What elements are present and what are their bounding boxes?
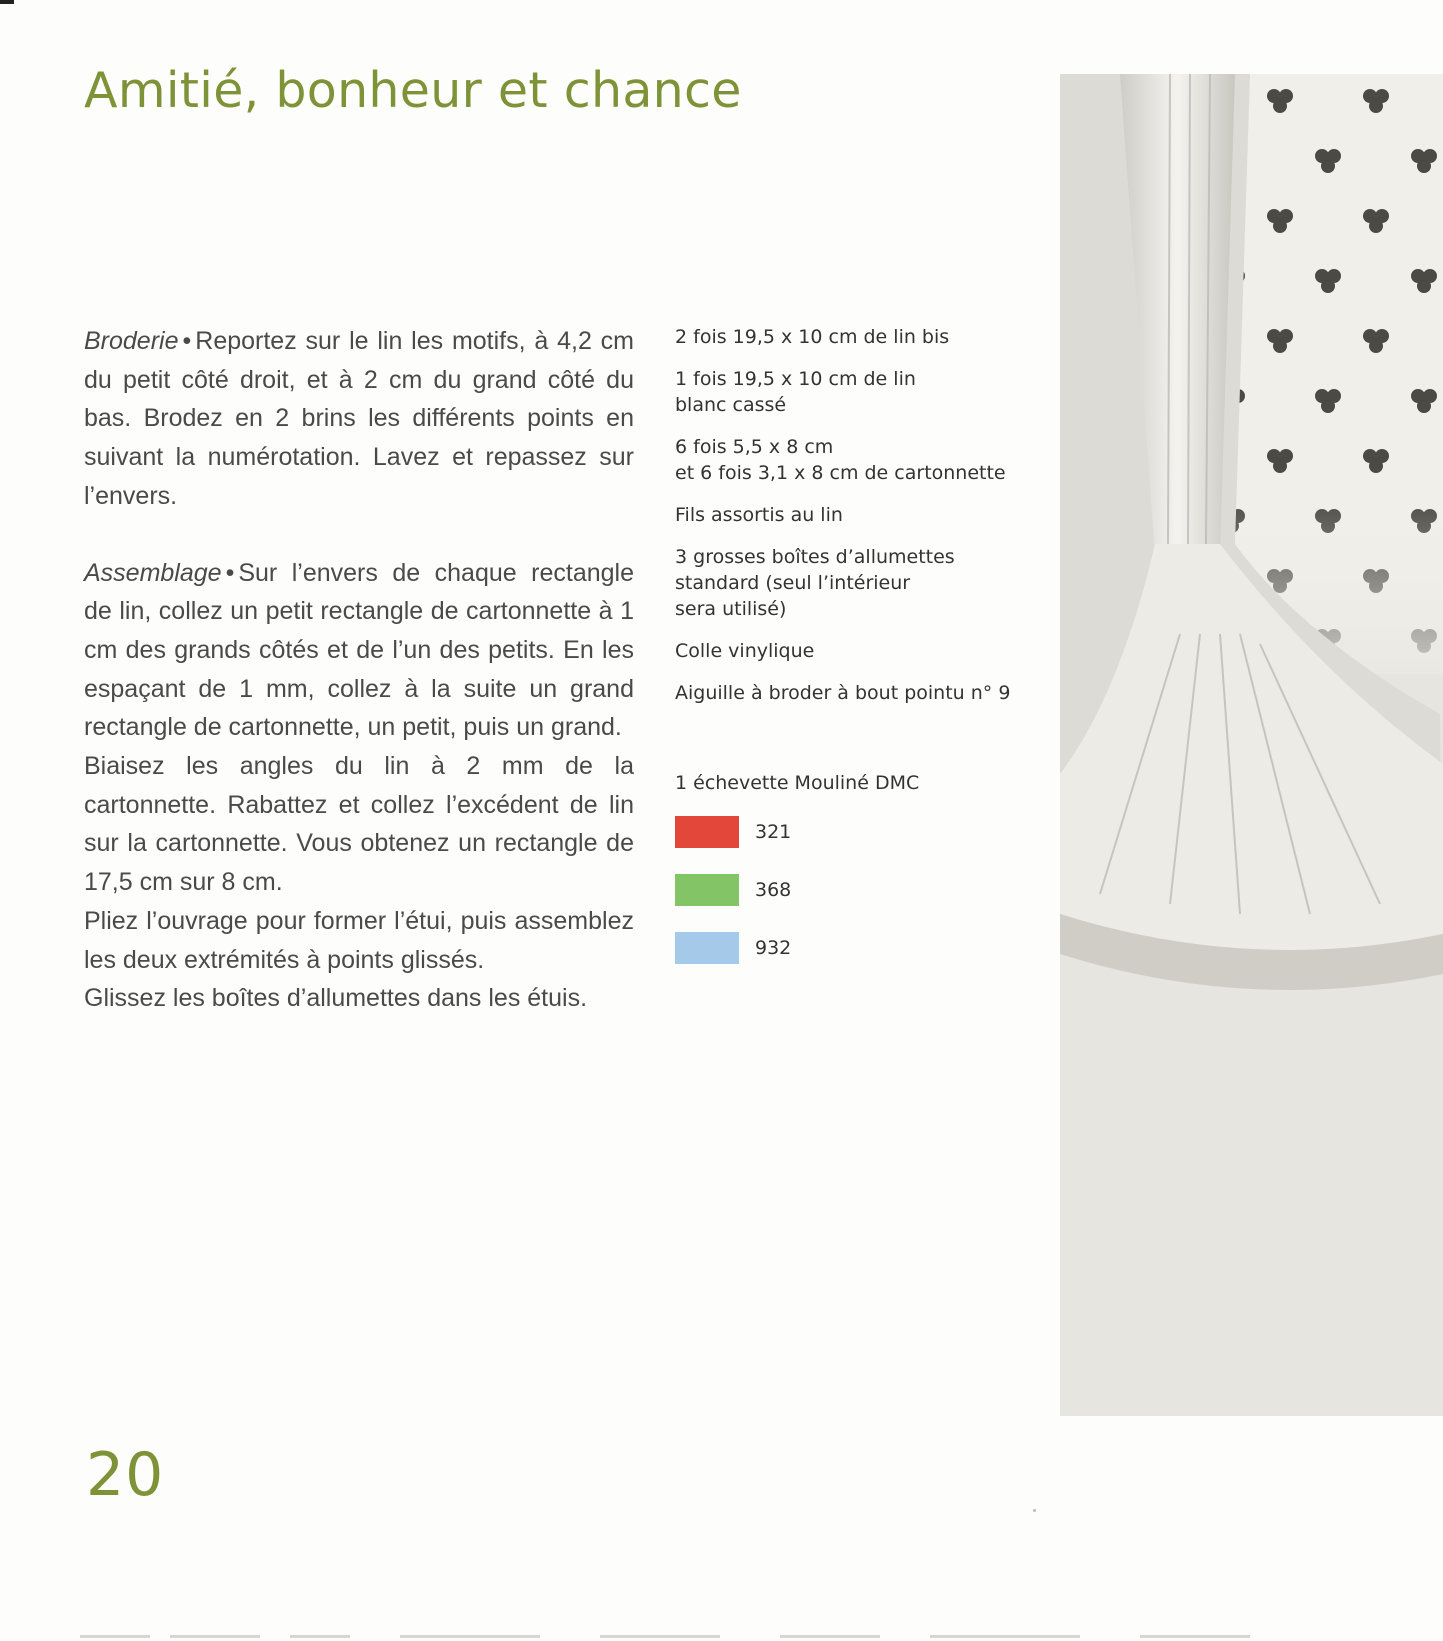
broderie-label: Broderie [84,327,179,355]
swatch-321 [675,816,739,848]
bullet-separator: • [225,558,235,587]
material-item: 3 grosses boîtes d’allumettes standard (seul l’intérieur sera utilisé) [675,546,955,620]
material-item: 6 fois 5,5 x 8 cm et 6 fois 3,1 x 8 cm de cartonnette [675,436,1006,484]
material-item: 2 fois 19,5 x 10 cm de lin bis [675,326,950,348]
assemblage-text: Sur l’envers de chaque rectangle de lin, collez un petit rectangle de cartonnette à 1 cm des grands côtés et de l’un des petits. En les espaçant de 1 mm, collez à la suite un grand rectangle de cartonnette, un petit, puis un grand. [84,558,634,742]
thread-code: 321 [755,821,792,843]
thread-code: 932 [755,937,792,959]
material-item: Fils assortis au lin [675,504,843,526]
assemblage-label: Assemblage [84,558,222,587]
page-title: Amitié, bonheur et chance [84,62,742,119]
thread-row-321 [675,816,791,848]
thread-row-932 [675,932,791,964]
assemblage-paragraph [84,554,634,1018]
assemblage-line-3: Glissez les boîtes d’allumettes dans les étuis. [84,984,588,1013]
instructions-column [84,322,634,1056]
bullet-separator: • [182,327,192,355]
swatch-932 [675,932,739,964]
threads-title: 1 échevette Mouliné DMC [675,772,920,794]
broderie-text: Reportez sur le lin les motifs, à 4,2 cm du petit côté droit, et à 2 cm du grand côté du bas. Brodez en 2 brins les différents points en suivant la numérotation. Lavez et repassez sur l’envers. [84,327,634,510]
material-item: 1 fois 19,5 x 10 cm de lin blanc cassé [675,368,916,416]
broderie-paragraph [84,322,634,516]
material-item: Colle vinylique [675,640,815,662]
vase-on-clover-fabric-photo [1060,74,1443,1416]
thread-row-368 [675,874,791,906]
scan-bottom-edge-marks [0,1633,1443,1641]
material-item: Aiguille à broder à bout pointu n° 9 [675,682,1011,704]
swatch-368 [675,874,739,906]
materials-list [675,324,1035,722]
scan-corner-mark [0,0,14,4]
thread-code: 368 [755,879,792,901]
page-number: 20 [86,1440,165,1510]
scan-speck [1033,1509,1036,1512]
assemblage-line-1: Biaisez les angles du lin à 2 mm de la cartonnette. Rabattez et collez l’excédent de lin sur la cartonnette. Vous obtenez un rectangle de 17,5 cm sur 8 cm. [84,752,634,897]
assemblage-line-2: Pliez l’ouvrage pour former l’étui, puis assemblez les deux extrémités à points glissés. [84,906,634,974]
